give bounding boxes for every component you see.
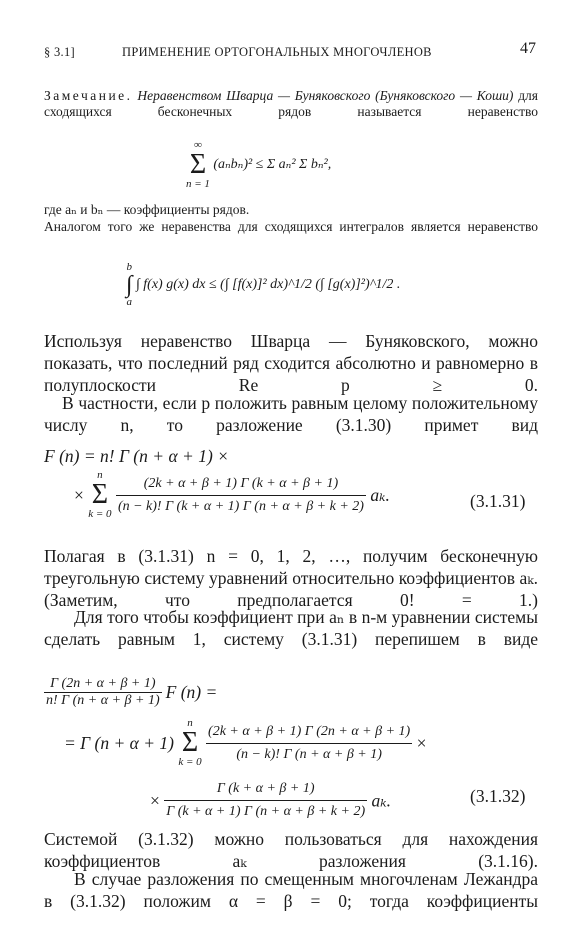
eq31-number: (3.1.31) (470, 491, 526, 511)
section-ref: § 3.1] (44, 45, 75, 59)
eq32-line3: × $\frac{\Gamma (k + \alpha + \beta + 1)}{\Gamma (k + \alpha + 1) \Gamma (n + \alpha + \beta + k + 2)}$ aₖ. (150, 778, 391, 823)
series-inequality-body: (aₙbₙ)² ≤ Σ aₙ² Σ bₙ², (213, 157, 332, 173)
eq31-sum-symbol: n Σ k = 0 (88, 469, 112, 520)
integral-intro: Аналогом того же неравенства для сходящихся интегралов является неравенство (44, 219, 538, 234)
where-line: где aₙ и bₙ — коэффициенты рядов. (44, 202, 250, 217)
paragraph-schwarz: Используя неравенство Шварца — Буняковского, можно показать, что последний ряд сходится абсолютно и равномерно в полуплоскости Re p ≥ 0. (44, 331, 538, 395)
remark-italic: Неравенством Шварца — Буняковского (Буняковского — Коши) (137, 88, 514, 103)
eq32-line2: = Γ (n + α + 1) n Σ k = 0 $\frac{(2k + \alpha + \beta + 1) \Gamma (2n + \alpha + \beta + 1)}{(n - k)! \Gamma (n + \alpha + \beta + 1)}$ × (64, 717, 427, 768)
eq31-fraction: $\frac{(2k + \alpha + \beta + 1) \Gamma (k + \alpha + \beta + 1)}{(n - k)! \Gamma (k + \alpha + 1) \Gamma (n + \alpha + \beta + k + 2)}$ (116, 473, 366, 518)
remark-label: Замечание. (44, 88, 133, 103)
paragraph-system-use: Системой (3.1.32) можно пользоваться для нахождения коэффициентов aₖ разложения (3.1.16). (44, 829, 538, 871)
eq32-lhs-fraction: $\frac{\Gamma (2n + \alpha + \beta + 1)}{n! \Gamma (n + \alpha + \beta + 1)}$ (46, 676, 160, 708)
eq32-fraction-main: $\frac{(2k + \alpha + \beta + 1) \Gamma (2n + \alpha + \beta + 1)}{(n - k)! \Gamma (n + \alpha + \beta + 1)}$ (206, 721, 412, 766)
paragraph-triangular: Полагая в (3.1.31) n = 0, 1, 2, …, получим бесконечную треугольную систему уравнений относительно коэффициентов aₖ. (Заметим, что предполагается 0! = 1.) (44, 546, 538, 610)
eq31-body: × n Σ k = 0 $\frac{(2k + \alpha + \beta + 1) \Gamma (k + \alpha + \beta + 1)}{(n - k)! \Gamma (k + \alpha + 1) \Gamma (n + \alpha + \beta + k + 2)}$ aₖ. (74, 469, 390, 520)
eq32-sum-symbol: n Σ k = 0 (178, 717, 202, 768)
sum-symbol: ∞ Σ n = 1 (186, 139, 210, 190)
eq31-lhs: F (n) = n! Γ (n + α + 1) × (44, 446, 229, 466)
integral-symbol: b ∫ a (126, 261, 133, 308)
eq32-lhs: $\frac{\Gamma (2n + \alpha + \beta + 1)}{n! \Gamma (n + \alpha + \beta + 1)}$ F (n) = (46, 676, 218, 708)
paragraph-particular: В частности, если p положить равным целому положительному числу n, то разложение (3.1.30) примет вид (44, 393, 538, 435)
remark-rest: для сходящихся бесконечных рядов называется неравенство (44, 88, 539, 119)
integral-inequality-body: ∫ f(x) g(x) dx ≤ (∫ [f(x)]² dx)^1/2 (∫ [g(x)]²)^1/2 . (135, 277, 401, 293)
eq32-fraction-gamma: $\frac{\Gamma (k + \alpha + \beta + 1)}{\Gamma (k + \alpha + 1) \Gamma (n + \alpha + \beta + k + 2)}$ (164, 778, 367, 823)
paragraph-legendre: В случае разложения по смещенным многочленам Лежандра в (3.1.32) положим α = β = 0; тогда коэффициенты (44, 869, 538, 911)
page-number: 47 (520, 40, 536, 57)
integral-inequality (126, 262, 400, 308)
eq32-number: (3.1.32) (470, 786, 526, 806)
remark-paragraph (44, 88, 538, 120)
running-title: ПРИМЕНЕНИЕ ОРТОГОНАЛЬНЫХ МНОГОЧЛЕНОВ (122, 45, 432, 59)
series-inequality (186, 140, 331, 190)
paragraph-rewrite: Для того чтобы коэффициент при aₙ в n-м уравнении системы сделать равным 1, систему (3.1.31) перепишем в виде (44, 607, 538, 649)
